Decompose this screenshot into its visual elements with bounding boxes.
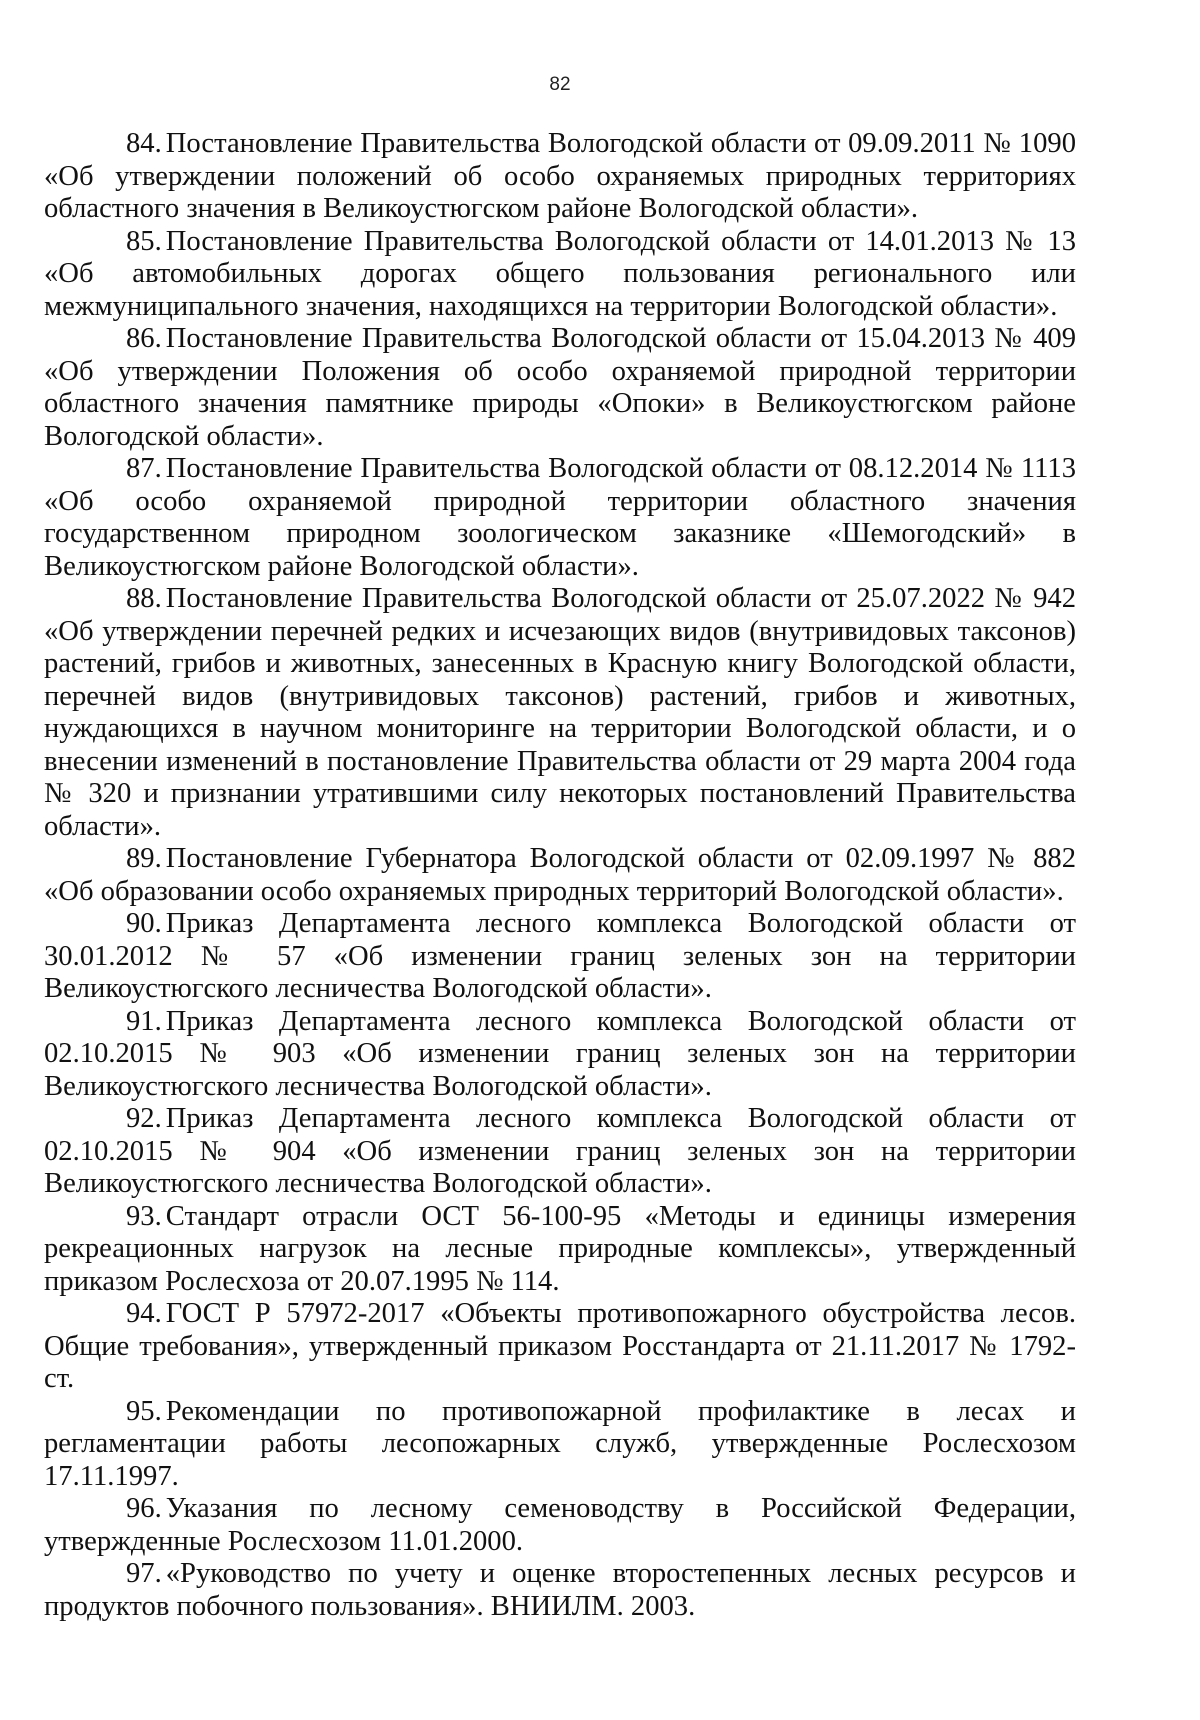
item-text: Стандарт отрасли ОСТ 56-100-95 «Методы и единицы измерения рекреационных нагрузок на лесные природные комплексы», утвержденный приказом Рослесхоза от 20.07.1995 № 114.	[44, 1200, 1076, 1297]
item-number: 84.	[126, 128, 162, 159]
list-item	[44, 583, 1076, 843]
item-text: «Руководство по учету и оценке второстепенных лесных ресурсов и продуктов побочного пользования». ВНИИЛМ. 2003.	[44, 1558, 1076, 1622]
item-number: 90.	[126, 908, 162, 939]
list-item	[44, 1201, 1076, 1299]
item-number: 89.	[126, 843, 162, 874]
list-item	[44, 843, 1076, 908]
list-item	[44, 1006, 1076, 1104]
item-text: Приказ Департамента лесного комплекса Вологодской области от 30.01.2012 № 57 «Об изменении границ зеленых зон на территории Великоустюгского лесничества Вологодской области».	[44, 908, 1076, 1004]
list-item	[44, 908, 1076, 1006]
item-number: 86.	[126, 323, 162, 354]
item-text: Постановление Губернатора Вологодской области от 02.09.1997 № 882 «Об образовании особо охраняемых природных территорий Вологодской области».	[44, 843, 1076, 907]
references-list	[44, 128, 1076, 1623]
list-item	[44, 1298, 1076, 1396]
item-text: Постановление Правительства Вологодской области от 15.04.2013 № 409 «Об утверждении Положения об особо охраняемой природной территории областного значения памятнике природы «Опоки» в Великоустюгском районе Вологодской области».	[44, 323, 1076, 452]
list-item	[44, 1103, 1076, 1201]
item-number: 93.	[126, 1200, 162, 1232]
list-item	[44, 1493, 1076, 1558]
item-number: 96.	[126, 1493, 162, 1524]
item-number: 94.	[126, 1298, 162, 1329]
list-item	[44, 323, 1076, 453]
item-number: 88.	[126, 583, 162, 614]
item-text: Постановление Правительства Вологодской области от 14.01.2013 № 13 «Об автомобильных дорогах общего пользования регионального или межмуниципального значения, находящихся на территории Вологодской области».	[44, 225, 1076, 322]
item-text: Постановление Правительства Вологодской области от 08.12.2014 № 1113 «Об особо охраняемой природной территории областного значения государственном природном зоологическом заказнике «Шемогодский» в Великоустюгском районе Вологодской области».	[44, 453, 1076, 582]
item-text: Рекомендации по противопожарной профилактике в лесах и регламентации работы лесопожарных служб, утвержденные Рослесхозом 17.11.1997.	[44, 1395, 1076, 1492]
list-item	[44, 1558, 1076, 1623]
item-text: Постановление Правительства Вологодской области от 09.09.2011 № 1090 «Об утверждении положений об особо охраняемых природных территориях областного значения в Великоустюгском районе Вологодской области».	[44, 128, 1076, 224]
page-number: 82	[549, 74, 571, 95]
item-number: 87.	[126, 453, 162, 484]
item-number: 97.	[126, 1558, 162, 1589]
item-text: Постановление Правительства Вологодской области от 25.07.2022 № 942 «Об утверждении перечней редких и исчезающих видов (внутривидовых таксонов) растений, грибов и животных, занесенных в Красную книгу Вологодской области, перечней видов (внутривидовых таксонов) растений, грибов и животных, нуждающихся в научном мониторинге на территории Вологодской области, и о внесении изменений в постановление Правительства области от 29 марта 2004 года № 320 и признании утратившими силу некоторых постановлений Правительства области».	[44, 583, 1076, 842]
item-number: 92.	[126, 1103, 162, 1134]
list-item	[44, 128, 1076, 226]
item-number: 95.	[126, 1395, 162, 1427]
list-item	[44, 1396, 1076, 1494]
list-item	[44, 226, 1076, 324]
list-item	[44, 453, 1076, 583]
item-text: Указания по лесному семеноводству в Российской Федерации, утвержденные Рослесхозом 11.01.2000.	[44, 1493, 1076, 1557]
item-text: ГОСТ Р 57972-2017 «Объекты противопожарного обустройства лесов. Общие требования», утвержденный приказом Росстандарта от 21.11.2017 № 1792-ст.	[44, 1298, 1076, 1394]
item-number: 85.	[126, 225, 162, 257]
item-text: Приказ Департамента лесного комплекса Вологодской области от 02.10.2015 № 904 «Об изменении границ зеленых зон на территории Великоустюгского лесничества Вологодской области».	[44, 1103, 1076, 1199]
item-text: Приказ Департамента лесного комплекса Вологодской области от 02.10.2015 № 903 «Об изменении границ зеленых зон на территории Великоустюгского лесничества Вологодской области».	[44, 1005, 1076, 1102]
item-number: 91.	[126, 1005, 162, 1037]
